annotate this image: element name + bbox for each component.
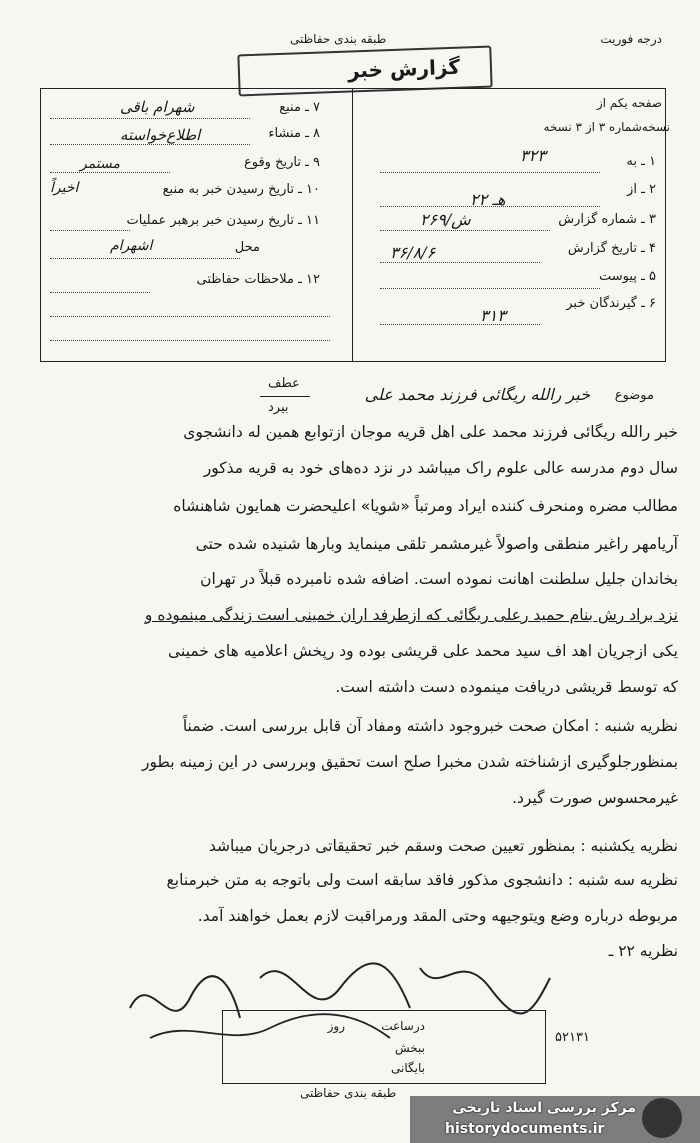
notes-line: نظریه یکشنبه : بمنظور تعیین صحت وسقم خبر تحقیقاتی درجریان میباشد [208,837,678,855]
field-place-value: اشهرام [110,238,153,254]
body-line: مطالب مضره ومنحرف کننده ایراد ومرتباً «شویا» اعلیحضرت همایون شاهنشاه [173,497,678,515]
field-from-line [380,206,600,207]
field-attachment-label: ۵ ـ پیوست [599,269,656,284]
bottom-classification: طبقه بندی حفاظتی [300,1086,397,1100]
field-to-line [380,172,600,173]
field-report-date-label: ۴ ـ تاریخ گزارش [567,241,656,256]
field-report-number-label: ۳ ـ شماره گزارش [558,212,656,227]
archive-number: ۵۲۱۳۱ [555,1030,590,1045]
archive-logo-icon [642,1098,682,1138]
field-source-received-value: اخیراً [50,180,79,196]
notes-line: نظریه سه شنبه : دانشجوی مذکور فاقد سابقه است ولی باتوجه به متن خبرمنابع [166,871,678,889]
field-leader-received-label: ۱۱ ـ تاریخ رسیدن خبر برهبر عملیات [126,213,320,228]
analysis-line: نظریه شنبه : امکان صحت خبروجود داشته ومفاد آن قابل بررسی است. ضمناً [182,717,678,735]
field-place-line [50,258,240,259]
notes-line: مربوطه درباره وضع ویتوجیهه وحتی المقد ورمراقبت لازم بعمل خواهند آمد. [197,907,678,925]
watermark-title: مرکز بررسی اسناد تاریخی [452,1100,636,1116]
field-report-date-line [380,262,540,263]
field-source-label: ۷ ـ منبع [279,100,320,115]
field-recipients-label: ۶ ـ گیرندگان خبر [566,296,656,311]
analysis-line: بمنظورجلوگیری ازشناخته شدن مخبرا صلح است تحقیق وبررسی در این زمینه بطور [141,753,678,771]
archive-stamp [222,1010,546,1084]
field-recipients-line [380,324,540,325]
body-line: سال دوم مدرسه عالی علوم راک میباشد در نزد ده‌های خود به قریه مذکور [203,459,678,477]
field-report-number-value: ۲۶۹/ش [420,210,471,229]
analysis-line: غیرمحسوس صورت گیرد. [512,789,678,807]
field-security-notes-label: ۱۲ ـ ملاحظات حفاظتی [196,272,320,287]
body-line: که توسط قریشی دریافت مینموده دست داشته است. [335,678,678,696]
field-event-date-label: ۹ ـ تاریخ وقوع [243,155,320,170]
reference-label: عطف [268,376,300,391]
report-title: گزارش خبر [347,54,461,83]
field-origin-line [50,144,250,145]
field-report-date-value: ۳۶/۸/۶ [390,243,436,262]
field-recipients-value: ۳۱۳ [480,306,506,325]
body-line: یکی ازجریان اهد اف سید محمد علی قریشی بوده ود رپخش اعلامیه های خمینی [168,642,678,660]
field-place-label: محل [234,240,260,255]
field-source-value: شهرام باقی [120,98,195,116]
page-of-label: صفحه یکم از [596,96,662,110]
subject-prefix: موضوع [614,388,654,403]
field-source-received-label: ۱۰ ـ تاریخ رسیدن خبر به منبع [162,182,320,197]
field-from-value: ۲۲ هـ [470,190,506,209]
copy-number: نسخه‌شماره ۳ از ۳ نسخه [543,120,670,134]
body-line: خبر رالله ریگائی فرزند محمد علی اهل قریه موجان ازتوابع همین له دانشجوی [183,423,678,441]
stamp-section-label: ببخش [394,1041,425,1055]
notes-line: نظریه ۲۲ ـ [608,942,678,960]
field-security-notes-line-2 [50,316,330,317]
header-divider [352,88,353,362]
field-report-number-line [380,230,550,231]
field-attachment-line [380,288,600,289]
body-line: نزد براد رش بنام حمید رعلی ریگائی که ازطرفد اران خمینی است زندگی مینموده و [144,606,678,624]
field-event-date-line [50,172,170,173]
field-origin-label: ۸ ـ منشاء [268,126,320,141]
stamp-time-label: درساعت [381,1019,425,1033]
field-from-label: ۲ ـ از [627,182,656,197]
field-to-value: ۳۲۳ [520,146,546,165]
field-to-label: ۱ ـ به [626,154,656,169]
field-security-notes-line-3 [50,340,330,341]
watermark-url: historydocuments.ir [445,1121,605,1137]
priority-label: درجه فوریت [600,32,662,46]
field-origin-value: اطلاع‌خواسته [120,126,201,144]
archive-label: بیرد [268,400,289,415]
body-line: آریامهر راغیر منطقی واصولاً غیرمشمر تلقی مینماید وبارها شنیده شده حتی [195,535,678,553]
field-event-date-value: مستمر [80,156,121,172]
subject-text: خبر رالله ریگائی فرزند محمد علی [364,385,590,404]
field-leader-received-line [50,230,130,231]
field-security-notes-line-1 [50,292,150,293]
body-line: بخاندان جلیل سلطنت اهانت نموده است. اضافه شده نامبرده قبلاً در تهران [200,570,678,588]
stamp-day-label: روز [327,1019,345,1033]
stamp-archive-label: بایگانی [391,1061,425,1075]
classification-label: طبقه بندی حفاظتی [290,32,387,46]
reference-divider [260,396,310,397]
field-source-line [50,118,250,119]
